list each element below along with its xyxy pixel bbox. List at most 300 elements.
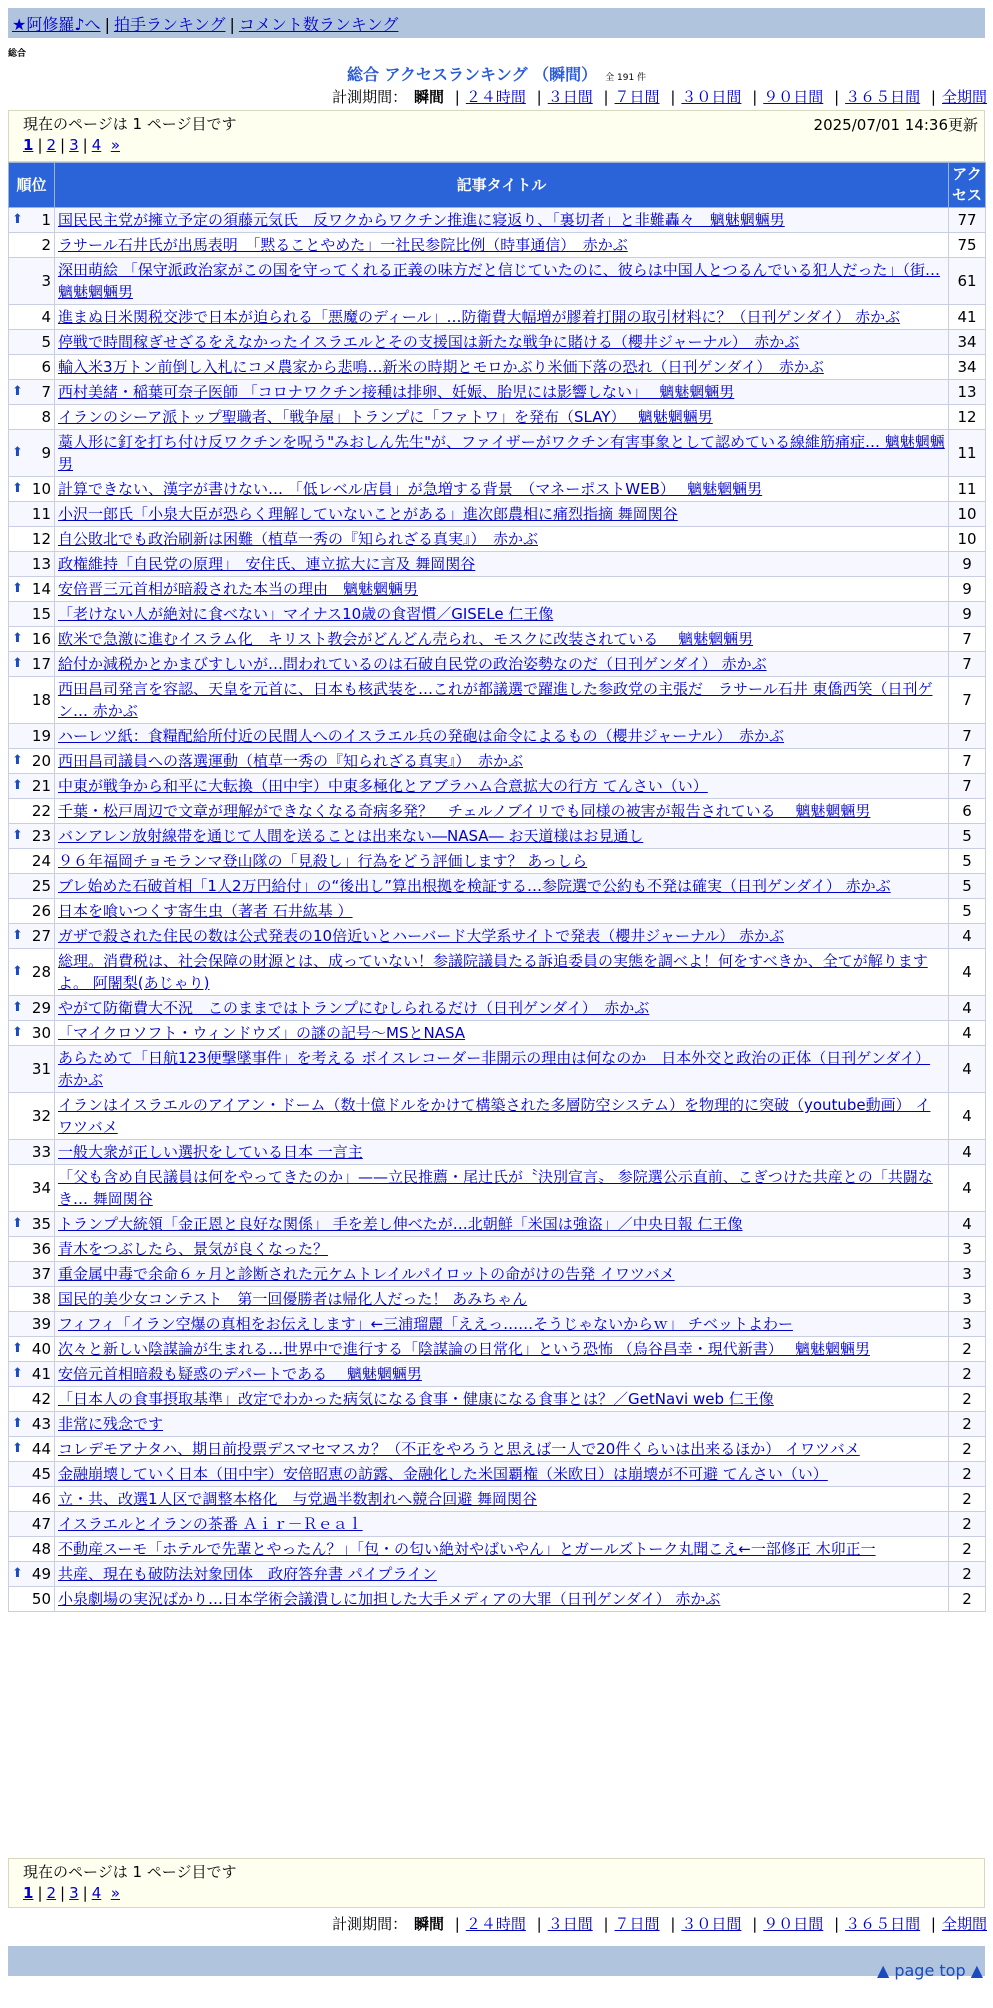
title-cell [55, 1562, 949, 1587]
rank-number: 17 [31, 655, 51, 673]
rank-number: 20 [31, 752, 51, 770]
rank-cell [9, 1046, 55, 1093]
article-link[interactable]: 中東が戦争から和平に大転換（田中宇）中東多極化とアブラハム合意拡大の行方 てんさい（い） [58, 777, 708, 795]
title-cell [55, 749, 949, 774]
title-cell [55, 208, 949, 233]
access-count: 9 [949, 602, 986, 627]
rank-cell [9, 1262, 55, 1287]
period-selector-top [332, 86, 987, 107]
separator: | [454, 88, 460, 106]
rank-number: 41 [31, 1365, 51, 1383]
period-link-24h[interactable]: ２４時間 [465, 1915, 526, 1933]
page-link-1[interactable]: 1 [23, 136, 34, 154]
article-link[interactable]: コレデモアナタハ、期日前投票デスマセマスカ？（不正をやろうと思えば一人で20件くらいは出来るほか） イワツバメ [58, 1440, 860, 1458]
article-link[interactable]: 総理。消費税は、社会保障の財源とは、成っていない！参議院議員たる訴追委員の実態を調べよ！何をすべきか、全てが解りますよ。 阿闍梨(あじゃり) [58, 952, 928, 992]
article-link[interactable]: 重金属中毒で余命６ヶ月と診断された元ケムトレイルパイロットの命がけの告発 イワツバメ [58, 1265, 675, 1283]
current-page-text: 現在のページは 1 ページ目です [23, 1863, 237, 1881]
rank-cell [9, 1165, 55, 1212]
up-arrow-icon: ⬆ [12, 1000, 23, 1015]
rank-number: 23 [31, 827, 51, 845]
page-top-link[interactable]: ▲ page top ▲ [876, 1961, 983, 1980]
rank-number: 13 [31, 555, 51, 573]
access-count: 13 [949, 380, 986, 405]
up-arrow-icon: ⬆ [12, 1416, 23, 1431]
table-row [9, 627, 986, 652]
rank-cell [9, 1140, 55, 1165]
access-count: 7 [949, 677, 986, 724]
article-link[interactable]: ９６年福岡チョモランマ登山隊の「見殺し」行為をどう評価します？ あっしら [58, 852, 588, 870]
title-cell [55, 949, 949, 996]
separator: | [834, 1915, 840, 1933]
period-link-30d[interactable]: ３０日間 [681, 1915, 742, 1933]
rank-number: 33 [31, 1143, 51, 1161]
rank-number: 25 [31, 877, 51, 895]
article-link[interactable]: 西田昌司発言を容認、天皇を元首に、日本も核武装を…これが都議選で躍進した参政党の主張だ ラサール石井 東僑西笑（日刊ゲン… 赤かぶ [58, 680, 933, 720]
rank-number: 14 [31, 580, 51, 598]
table-row [9, 355, 986, 380]
access-count: 11 [949, 477, 986, 502]
period-link-3d[interactable]: ３日間 [547, 1915, 593, 1933]
up-arrow-icon: ⬆ [12, 964, 23, 979]
table-row [9, 1512, 986, 1537]
page-link-4[interactable]: 4 [91, 136, 102, 154]
rank-number: 36 [31, 1240, 51, 1258]
access-count: 2 [949, 1537, 986, 1562]
header-title: 記事タイトル [55, 163, 949, 208]
rank-number: 16 [31, 630, 51, 648]
article-link[interactable]: 「父も含め自民議員は何をやってきたのか」——立民推薦・尾辻氏が〝決別宣言〟 参院選公示直前、こぎつけた共産との「共闘なき… 舞岡関谷 [58, 1168, 933, 1208]
period-link-3d[interactable]: ３日間 [547, 88, 593, 106]
table-row [9, 774, 986, 799]
current-page-text: 現在のページは 1 ページ目です [23, 115, 237, 133]
separator: | [834, 88, 840, 106]
title-cell [55, 1512, 949, 1537]
rank-cell [9, 1212, 55, 1237]
article-link[interactable]: 青木をつぶしたら、景気が良くなった？ [58, 1240, 329, 1258]
rank-number: 50 [31, 1590, 51, 1608]
table-row [9, 380, 986, 405]
title-cell [55, 430, 949, 477]
title-cell [55, 330, 949, 355]
access-count: 2 [949, 1337, 986, 1362]
table-row [9, 305, 986, 330]
access-count: 2 [949, 1412, 986, 1437]
table-row [9, 677, 986, 724]
article-link[interactable]: 深田萌絵 「保守派政治家がこの国を守ってくれる正義の味方だと信じていたのに、彼らは中国人とつるんでいる犯人だった」（街… 魑魅魍魎男 [58, 261, 940, 301]
access-count: 4 [949, 1212, 986, 1237]
rank-cell [9, 1337, 55, 1362]
article-link[interactable]: 安倍元首相暗殺も疑惑のデパートである 魑魅魍魎男 [58, 1365, 422, 1383]
article-link[interactable]: ハーレツ紙：食糧配給所付近の民間人へのイスラエル兵の発砲は命令によるもの（櫻井ジャーナル） 赤かぶ [58, 727, 785, 745]
access-count: 7 [949, 749, 986, 774]
access-count: 4 [949, 949, 986, 996]
article-link[interactable]: ラサール石井氏が出馬表明 「黙ることやめた」一社民参院比例（時事通信） 赤かぶ [58, 236, 628, 254]
separator: | [37, 136, 43, 154]
article-link[interactable]: 進まぬ日米関税交渉で日本が迫られる「悪魔のディール」…防衛費大幅増が膠着打開の取引材料に？（日刊ゲンダイ） 赤かぶ [58, 308, 901, 326]
table-row [9, 1437, 986, 1462]
separator: | [536, 88, 542, 106]
top-link-applause-ranking[interactable]: 拍手ランキング [113, 15, 226, 34]
table-row [9, 1165, 986, 1212]
rank-cell [9, 627, 55, 652]
access-count: 10 [949, 502, 986, 527]
title-cell [55, 924, 949, 949]
access-count: 10 [949, 527, 986, 552]
title-cell [55, 1237, 949, 1262]
table-row [9, 1387, 986, 1412]
period-link-90d[interactable]: ９０日間 [763, 1915, 824, 1933]
period-current: 瞬間 [413, 1915, 444, 1933]
rank-cell [9, 924, 55, 949]
page-link-2[interactable]: 2 [46, 1884, 57, 1902]
table-row [9, 208, 986, 233]
article-link[interactable]: 自公敗北でも政治刷新は困難（植草一秀の『知られざる真実』） 赤かぶ [58, 530, 539, 548]
rank-number: 46 [31, 1490, 51, 1508]
rank-cell [9, 799, 55, 824]
rank-number: 44 [31, 1440, 51, 1458]
rank-cell [9, 602, 55, 627]
access-count: 2 [949, 1587, 986, 1612]
period-link-365d[interactable]: ３６５日間 [845, 1915, 921, 1933]
title-cell [55, 305, 949, 330]
title-cell [55, 502, 949, 527]
ranking-table-body [9, 208, 986, 1612]
rank-cell [9, 749, 55, 774]
access-count: 9 [949, 552, 986, 577]
access-count: 4 [949, 1165, 986, 1212]
up-arrow-icon: ⬆ [12, 212, 23, 227]
article-link[interactable]: 政権維持「自民党の原理」 安住氏、連立拡大に言及 舞岡関谷 [58, 555, 476, 573]
article-link[interactable]: あらためて「日航123便撃墜事件」を考える ボイスレコーダー非開示の理由は何なのか 日本外交と政治の正体（日刊ゲンダイ） 赤かぶ [58, 1049, 931, 1089]
article-link[interactable]: イランはイスラエルのアイアン・ドーム（数十億ドルをかけて構築された多層防空システム）を物理的に突破（youtube動画） イワツバメ [58, 1096, 931, 1136]
title-cell [55, 849, 949, 874]
rank-number: 4 [41, 308, 51, 326]
rank-number: 10 [31, 480, 51, 498]
rank-cell [9, 502, 55, 527]
access-count: 3 [949, 1312, 986, 1337]
table-row [9, 849, 986, 874]
separator: | [670, 1915, 676, 1933]
article-link[interactable]: ブレ始めた石破首相「1人2万円給付」の“後出し”算出根拠を検証する…参院選で公約も不発は確実（日刊ゲンダイ） 赤かぶ [58, 877, 891, 895]
rank-cell [9, 1562, 55, 1587]
period-link-365d[interactable]: ３６５日間 [845, 88, 921, 106]
access-count: 77 [949, 208, 986, 233]
access-count: 2 [949, 1437, 986, 1462]
rank-number: 7 [41, 383, 51, 401]
table-row [9, 899, 986, 924]
rank-number: 15 [31, 605, 51, 623]
rank-number: 6 [41, 358, 51, 376]
header-rank: 順位 [9, 163, 55, 208]
table-row [9, 552, 986, 577]
separator: | [603, 88, 609, 106]
title-cell [55, 233, 949, 258]
rank-number: 32 [31, 1107, 51, 1125]
article-link[interactable]: 次々と新しい陰謀論が生まれる…世界中で進行する「陰謀論の日常化」という恐怖 （烏谷昌幸・現代新書） 魑魅魍魎男 [58, 1340, 871, 1358]
title-cell [55, 899, 949, 924]
rank-cell [9, 430, 55, 477]
table-row [9, 996, 986, 1021]
article-link[interactable]: 給付か減税かとかまびすしいが…問われているのは石破自民党の政治姿勢なのだ（日刊ゲンダイ） 赤かぶ [58, 655, 767, 673]
table-row [9, 1362, 986, 1387]
article-link[interactable]: 千葉・松戸周辺で文章が理解ができなくなる奇病多発？ チェルノブイリでも同様の被害が報告されている 魑魅魍魎男 [58, 802, 871, 820]
table-row [9, 1237, 986, 1262]
rank-cell [9, 724, 55, 749]
rank-number: 8 [41, 408, 51, 426]
rank-number: 35 [31, 1215, 51, 1233]
table-row [9, 330, 986, 355]
table-row [9, 949, 986, 996]
page-link-next[interactable]: » [110, 1884, 120, 1902]
rank-number: 19 [31, 727, 51, 745]
separator: | [82, 1884, 88, 1902]
access-count: 4 [949, 924, 986, 949]
separator: | [930, 88, 936, 106]
table-row [9, 1487, 986, 1512]
pagination-box-bottom [8, 1858, 985, 1908]
up-arrow-icon: ⬆ [12, 778, 23, 793]
article-link[interactable]: ガザで殺された住民の数は公式発表の10倍近いとハーバード大学系サイトで発表（櫻井ジャーナル） 赤かぶ [58, 927, 785, 945]
page-link-1[interactable]: 1 [23, 1884, 34, 1902]
rank-cell [9, 1412, 55, 1437]
article-link[interactable]: 国民的美少女コンテスト 第一回優勝者は帰化人だった！ あみちゃん [58, 1290, 528, 1308]
article-link[interactable]: 欧米で急激に進むイスラム化 キリスト教会がどんどん売られ、モスクに改装されている 魑魅魍魎男 [58, 630, 754, 648]
table-row [9, 1412, 986, 1437]
title-cell [55, 1140, 949, 1165]
article-link[interactable]: 不動産スーモ「ホテルで先輩とやったん？」「包・の匂い絶対やばいやん」とガールズトーク丸聞こえ←一部修正 木卯正一 [58, 1540, 876, 1558]
period-link-7d[interactable]: ７日間 [614, 88, 660, 106]
access-count: 7 [949, 652, 986, 677]
rank-number: 12 [31, 530, 51, 548]
title-cell [55, 627, 949, 652]
period-link-30d[interactable]: ３０日間 [681, 88, 742, 106]
article-link[interactable]: 「日本人の食事摂取基準」改定でわかった病気になる食事・健康になる食事とは？／GetNavi web 仁王像 [58, 1390, 774, 1408]
up-arrow-icon: ⬆ [12, 384, 23, 399]
table-row [9, 1562, 986, 1587]
title-cell [55, 1337, 949, 1362]
article-link[interactable]: 計算できない、漢字が書けない… 「低レベル店員」が急増する背景 （マネーポストWEB） 魑魅魍魎男 [58, 480, 763, 498]
access-count: 5 [949, 874, 986, 899]
table-row [9, 430, 986, 477]
article-link[interactable]: 国民民主党が擁立予定の須藤元気氏 反ワクからワクチン推進に寝返り、「裏切者」と非難轟々 魑魅魍魎男 [58, 211, 785, 229]
title-cell [55, 1412, 949, 1437]
title-cell [55, 1587, 949, 1612]
title-cell [55, 1021, 949, 1046]
up-arrow-icon: ⬆ [12, 445, 23, 460]
rank-number: 28 [31, 963, 51, 981]
period-link-90d[interactable]: ９０日間 [763, 88, 824, 106]
rank-cell [9, 1387, 55, 1412]
access-count: 4 [949, 1140, 986, 1165]
rank-number: 43 [31, 1415, 51, 1433]
access-count: 11 [949, 430, 986, 477]
title-cell [55, 1462, 949, 1487]
title-cell [55, 724, 949, 749]
rank-number: 26 [31, 902, 51, 920]
rank-cell [9, 874, 55, 899]
rank-cell [9, 233, 55, 258]
table-row [9, 477, 986, 502]
access-count: 3 [949, 1262, 986, 1287]
top-link-comment-ranking[interactable]: コメント数ランキング [238, 15, 399, 34]
rank-cell [9, 405, 55, 430]
rank-number: 49 [31, 1565, 51, 1583]
separator: | [229, 15, 235, 34]
up-arrow-icon: ⬆ [12, 481, 23, 496]
separator: | [60, 1884, 66, 1902]
table-row [9, 1312, 986, 1337]
up-arrow-icon: ⬆ [12, 1566, 23, 1581]
article-link[interactable]: バンアレン放射線帯を通じて人間を送ることは出来ない―NASA― お天道様はお見通し [58, 827, 644, 845]
article-link[interactable]: 共産、現在も破防法対象団体 政府答弁書 パイプライン [58, 1565, 437, 1583]
up-arrow-icon: ⬆ [12, 631, 23, 646]
article-link[interactable]: 安倍晋三元首相が暗殺された本当の理由 魑魅魍魎男 [58, 580, 419, 598]
period-link-all[interactable]: 全期間 [941, 88, 987, 106]
rank-cell [9, 355, 55, 380]
rank-cell [9, 1093, 55, 1140]
rank-number: 38 [31, 1290, 51, 1308]
rank-number: 29 [31, 999, 51, 1017]
access-count: 4 [949, 996, 986, 1021]
rank-cell [9, 577, 55, 602]
table-row [9, 824, 986, 849]
access-count: 4 [949, 1021, 986, 1046]
title-cell [55, 996, 949, 1021]
table-row [9, 724, 986, 749]
separator: | [104, 15, 110, 34]
access-count: 5 [949, 824, 986, 849]
article-link[interactable]: 日本を喰いつくす寄生虫（著者 石井紘基 ） [58, 902, 353, 920]
title-cell [55, 552, 949, 577]
article-link[interactable]: フィフィ「イラン空爆の真相をお伝えします」←三浦瑠麗「ええっ……そうじゃないからｗ」 チベットよわー [58, 1315, 793, 1333]
title-cell [55, 1387, 949, 1412]
period-link-all[interactable]: 全期間 [941, 1915, 987, 1933]
rank-cell [9, 1437, 55, 1462]
page-top-link-wrap [877, 1961, 983, 1980]
separator: | [454, 1915, 460, 1933]
article-link[interactable]: 一般大衆が正しい選択をしている日本 一言主 [58, 1143, 363, 1161]
article-link[interactable]: 西村美緒・稲葉可奈子医師 「コロナワクチン接種は排卵、妊娠、胎児には影響しない」 魑魅魍魎男 [58, 383, 735, 401]
separator: | [536, 1915, 542, 1933]
title-cell [55, 652, 949, 677]
table-row [9, 577, 986, 602]
access-count: 5 [949, 899, 986, 924]
rank-cell [9, 849, 55, 874]
title-cell [55, 355, 949, 380]
rank-cell [9, 899, 55, 924]
access-count: 7 [949, 627, 986, 652]
page-link-4[interactable]: 4 [91, 1884, 102, 1902]
title-cell [55, 824, 949, 849]
rank-cell [9, 1512, 55, 1537]
article-link[interactable]: 小泉劇場の実況ばかり…日本学術会議潰しに加担した大手メディアの大罪（日刊ゲンダイ） 赤かぶ [58, 1590, 721, 1608]
rank-cell [9, 1237, 55, 1262]
period-link-24h[interactable]: ２４時間 [465, 88, 526, 106]
article-link[interactable]: イスラエルとイランの茶番 Ａｉｒ－Ｒｅａｌ [58, 1515, 363, 1533]
rank-cell [9, 527, 55, 552]
category-label: 総合 [8, 49, 27, 59]
rank-cell [9, 1487, 55, 1512]
rank-cell [9, 1287, 55, 1312]
table-row [9, 258, 986, 305]
table-row [9, 1046, 986, 1093]
period-selector-bottom [332, 1913, 987, 1934]
up-arrow-icon: ⬆ [12, 1025, 23, 1040]
title-cell [55, 1262, 949, 1287]
table-row [9, 652, 986, 677]
top-link-asyura[interactable]: ★阿修羅♪へ [12, 15, 101, 34]
title-cell [55, 527, 949, 552]
separator: | [752, 88, 758, 106]
ranking-table [8, 162, 986, 1612]
article-link[interactable]: 停戦で時間稼ぎせざるをえなかったイスラエルとその支援国は新たな戦争に賭ける（櫻井ジャーナル） 赤かぶ [58, 333, 800, 351]
rank-cell [9, 949, 55, 996]
pager-top [23, 136, 970, 154]
title-cell [55, 1287, 949, 1312]
article-link[interactable]: 非常に残念です [58, 1415, 164, 1433]
separator: | [752, 1915, 758, 1933]
title-cell [55, 258, 949, 305]
access-count: 3 [949, 1237, 986, 1262]
article-link[interactable]: 西田昌司議員への落選運動（植草一秀の『知られざる真実』） 赤かぶ [58, 752, 524, 770]
table-row [9, 602, 986, 627]
rank-number: 30 [31, 1024, 51, 1042]
access-count: 41 [949, 305, 986, 330]
title-cell [55, 1165, 949, 1212]
article-link[interactable]: 金融崩壊していく日本（田中宇）安倍昭恵の訪露、金融化した米国覇権（米欧日）は崩壊が不可避 てんさい（い） [58, 1465, 828, 1483]
title-cell [55, 774, 949, 799]
article-link[interactable]: 「老けない人が絶対に食べない」マイナス10歳の食習慣／GISELe 仁王像 [58, 605, 554, 623]
rank-number: 40 [31, 1340, 51, 1358]
article-link[interactable]: やがて防衛費大不況 このままではトランプにむしられるだけ（日刊ゲンダイ） 赤かぶ [58, 999, 650, 1017]
title-cell [55, 380, 949, 405]
rank-number: 18 [31, 691, 51, 709]
article-link[interactable]: 小沢一郎氏「小泉大臣が恐らく理解していないことがある」進次郎農相に痛烈指摘 舞岡関谷 [58, 505, 678, 523]
top-nav-bar [8, 8, 985, 38]
rank-cell [9, 1462, 55, 1487]
up-arrow-icon: ⬆ [12, 753, 23, 768]
article-link[interactable]: トランプ大統領「金正恩と良好な関係」 手を差し伸べたが…北朝鮮「米国は強盗」／中央日報 仁王像 [58, 1215, 743, 1233]
page-link-2[interactable]: 2 [46, 136, 57, 154]
article-link[interactable]: 立・共、改選1人区で調整本格化 与党過半数割れへ競合回避 舞岡関谷 [58, 1490, 538, 1508]
title-cell [55, 1537, 949, 1562]
page-link-3[interactable]: 3 [69, 136, 79, 154]
rank-cell [9, 208, 55, 233]
table-row [9, 1021, 986, 1046]
article-link[interactable]: 藁人形に釘を打ち付け反ワクチンを呪う"みおしん先生"が、ファイザーがワクチン有害事象として認めている線維筋痛症… 魑魅魍魎男 [58, 433, 945, 473]
table-row [9, 1140, 986, 1165]
up-arrow-icon: ⬆ [12, 1366, 23, 1381]
article-link[interactable]: 輸入米3万トン前倒し入札にコメ農家から悲鳴…新米の時期とモロかぶり米価下落の恐れ（日刊ゲンダイ） 赤かぶ [58, 358, 824, 376]
title-cell [55, 577, 949, 602]
access-count: 2 [949, 1512, 986, 1537]
table-row [9, 527, 986, 552]
article-link[interactable]: イランのシーア派トップ聖職者、「戦争屋」トランプに「ファトワ」を発布（SLAY） 魑魅魍魎男 [58, 408, 713, 426]
rank-number: 9 [41, 444, 51, 462]
rank-number: 45 [31, 1465, 51, 1483]
page-link-next[interactable]: » [110, 136, 120, 154]
rank-number: 47 [31, 1515, 51, 1533]
page-link-3[interactable]: 3 [69, 1884, 79, 1902]
period-link-7d[interactable]: ７日間 [614, 1915, 660, 1933]
article-link[interactable]: 「マイクロソフト・ウィンドウズ」の謎の記号～MSとNASA [58, 1024, 466, 1042]
title-cell [55, 477, 949, 502]
rank-cell [9, 996, 55, 1021]
rank-number: 1 [41, 211, 51, 229]
up-arrow-icon: ⬆ [12, 656, 23, 671]
access-count: 7 [949, 774, 986, 799]
title-cell [55, 1437, 949, 1462]
